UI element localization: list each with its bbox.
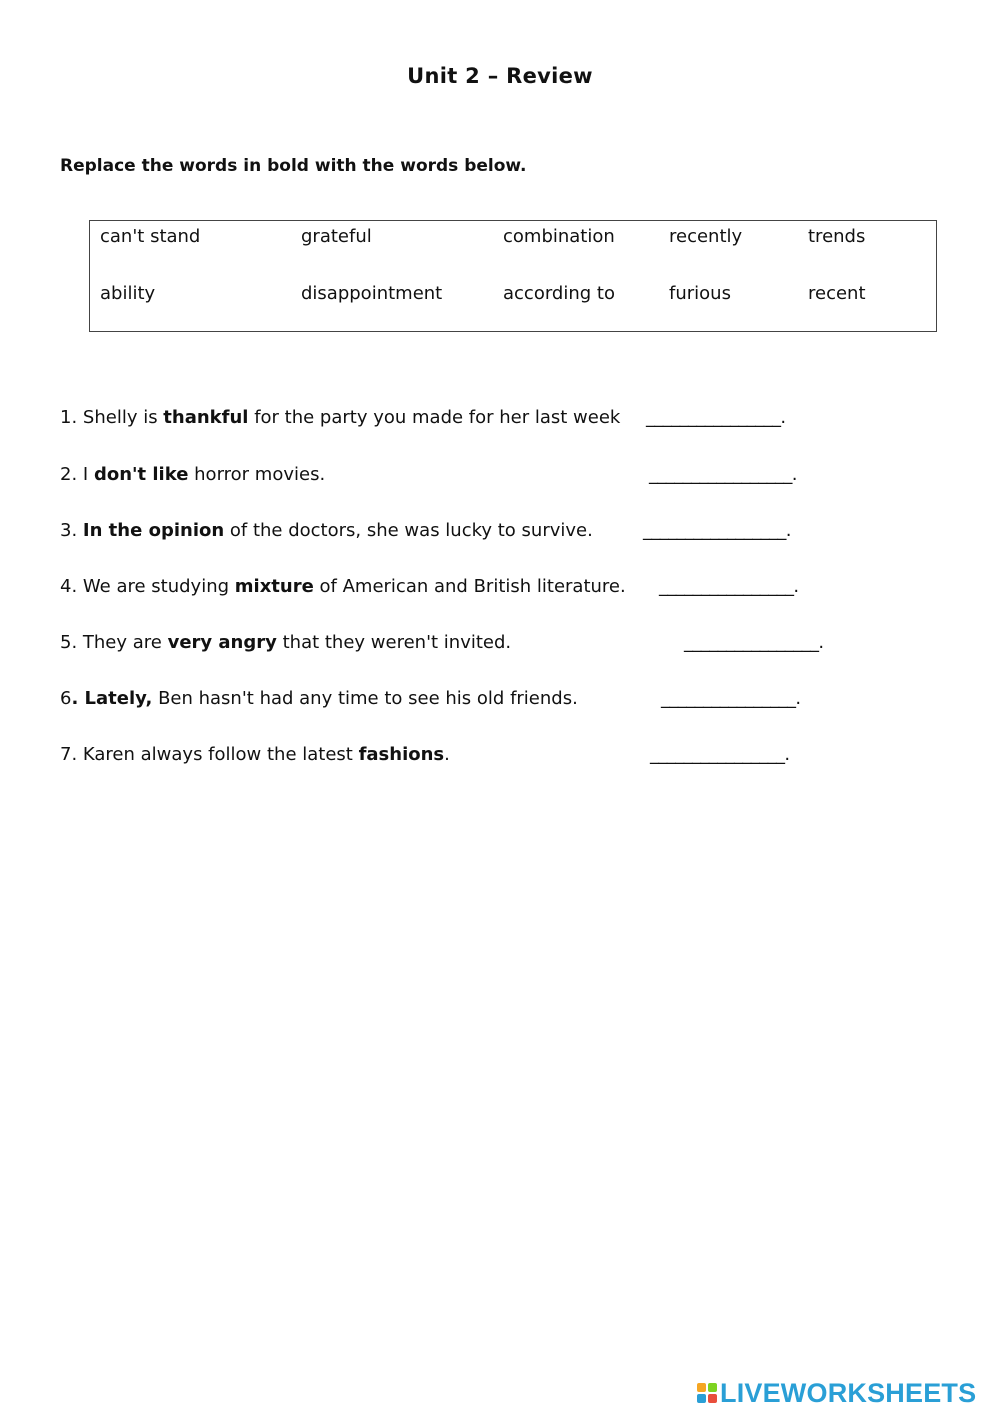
answer-blank-6[interactable]: ________________.	[661, 688, 801, 709]
answer-blank-7[interactable]: ________________.	[650, 744, 790, 765]
logo-block	[708, 1383, 717, 1392]
question-7	[60, 744, 450, 765]
word-bank-item: furious	[669, 283, 731, 304]
liveworksheets-logo	[697, 1376, 976, 1410]
logo-blocks-icon	[697, 1383, 717, 1403]
logo-block	[697, 1383, 706, 1392]
logo-text: LIVEWORKSHEETS	[720, 1377, 977, 1408]
question-6	[60, 688, 578, 709]
word-bank-box	[89, 220, 937, 332]
question-3	[60, 520, 593, 541]
question-bold-phrase: In the opinion	[82, 520, 225, 541]
question-number: 4.	[60, 576, 83, 597]
question-text-post: for the party you made for her last week	[248, 407, 621, 428]
question-text-pre: We are studying	[82, 576, 235, 597]
answer-blank-5[interactable]: ________________.	[684, 632, 824, 653]
word-bank-item: combination	[503, 226, 615, 247]
question-text-post: of American and British literature.	[313, 576, 626, 597]
word-bank-item: ability	[100, 283, 156, 304]
question-number: 3.	[60, 520, 83, 541]
question-bold-phrase: thankful	[163, 407, 249, 428]
question-text-pre: They are	[82, 632, 168, 653]
answer-blank-3[interactable]: _________________.	[643, 520, 791, 541]
word-bank-item: according to	[503, 283, 615, 304]
page-title: Unit 2 – Review	[407, 64, 593, 88]
question-text-pre: Karen always follow the latest	[82, 744, 359, 765]
question-bold-phrase: mixture	[234, 576, 314, 597]
question-text-post: Ben hasn't had any time to see his old friends.	[152, 688, 578, 709]
question-bold-phrase: very angry	[167, 632, 277, 653]
word-bank-item: can't stand	[100, 226, 201, 247]
question-text-pre: Shelly is	[82, 407, 164, 428]
word-bank-item: grateful	[301, 226, 372, 247]
question-number: 7.	[60, 744, 83, 765]
question-text-pre: I	[82, 464, 94, 485]
question-bold-phrase: don't like	[93, 464, 189, 485]
question-number: 1.	[60, 407, 83, 428]
question-text-post: horror movies.	[188, 464, 326, 485]
question-number: 2.	[60, 464, 83, 485]
question-bold-phrase: . Lately,	[71, 688, 153, 709]
word-bank-item: recent	[808, 283, 866, 304]
question-number: 6	[60, 688, 72, 709]
question-number: 5.	[60, 632, 83, 653]
instruction-text: Replace the words in bold with the words below.	[60, 156, 527, 176]
word-bank-item: disappointment	[301, 283, 443, 304]
question-text-post: .	[444, 744, 450, 765]
question-text-post: of the doctors, she was lucky to survive.	[224, 520, 593, 541]
question-1	[60, 407, 620, 428]
logo-block	[697, 1394, 706, 1403]
answer-blank-1[interactable]: ________________.	[646, 407, 786, 428]
word-bank-item: trends	[808, 226, 866, 247]
logo-block	[708, 1394, 717, 1403]
answer-blank-4[interactable]: ________________.	[659, 576, 799, 597]
question-2	[60, 464, 325, 485]
question-text-post: that they weren't invited.	[276, 632, 512, 653]
answer-blank-2[interactable]: _________________.	[649, 464, 797, 485]
question-5	[60, 632, 511, 653]
question-bold-phrase: fashions	[358, 744, 445, 765]
word-bank-item: recently	[669, 226, 743, 247]
question-4	[60, 576, 626, 597]
